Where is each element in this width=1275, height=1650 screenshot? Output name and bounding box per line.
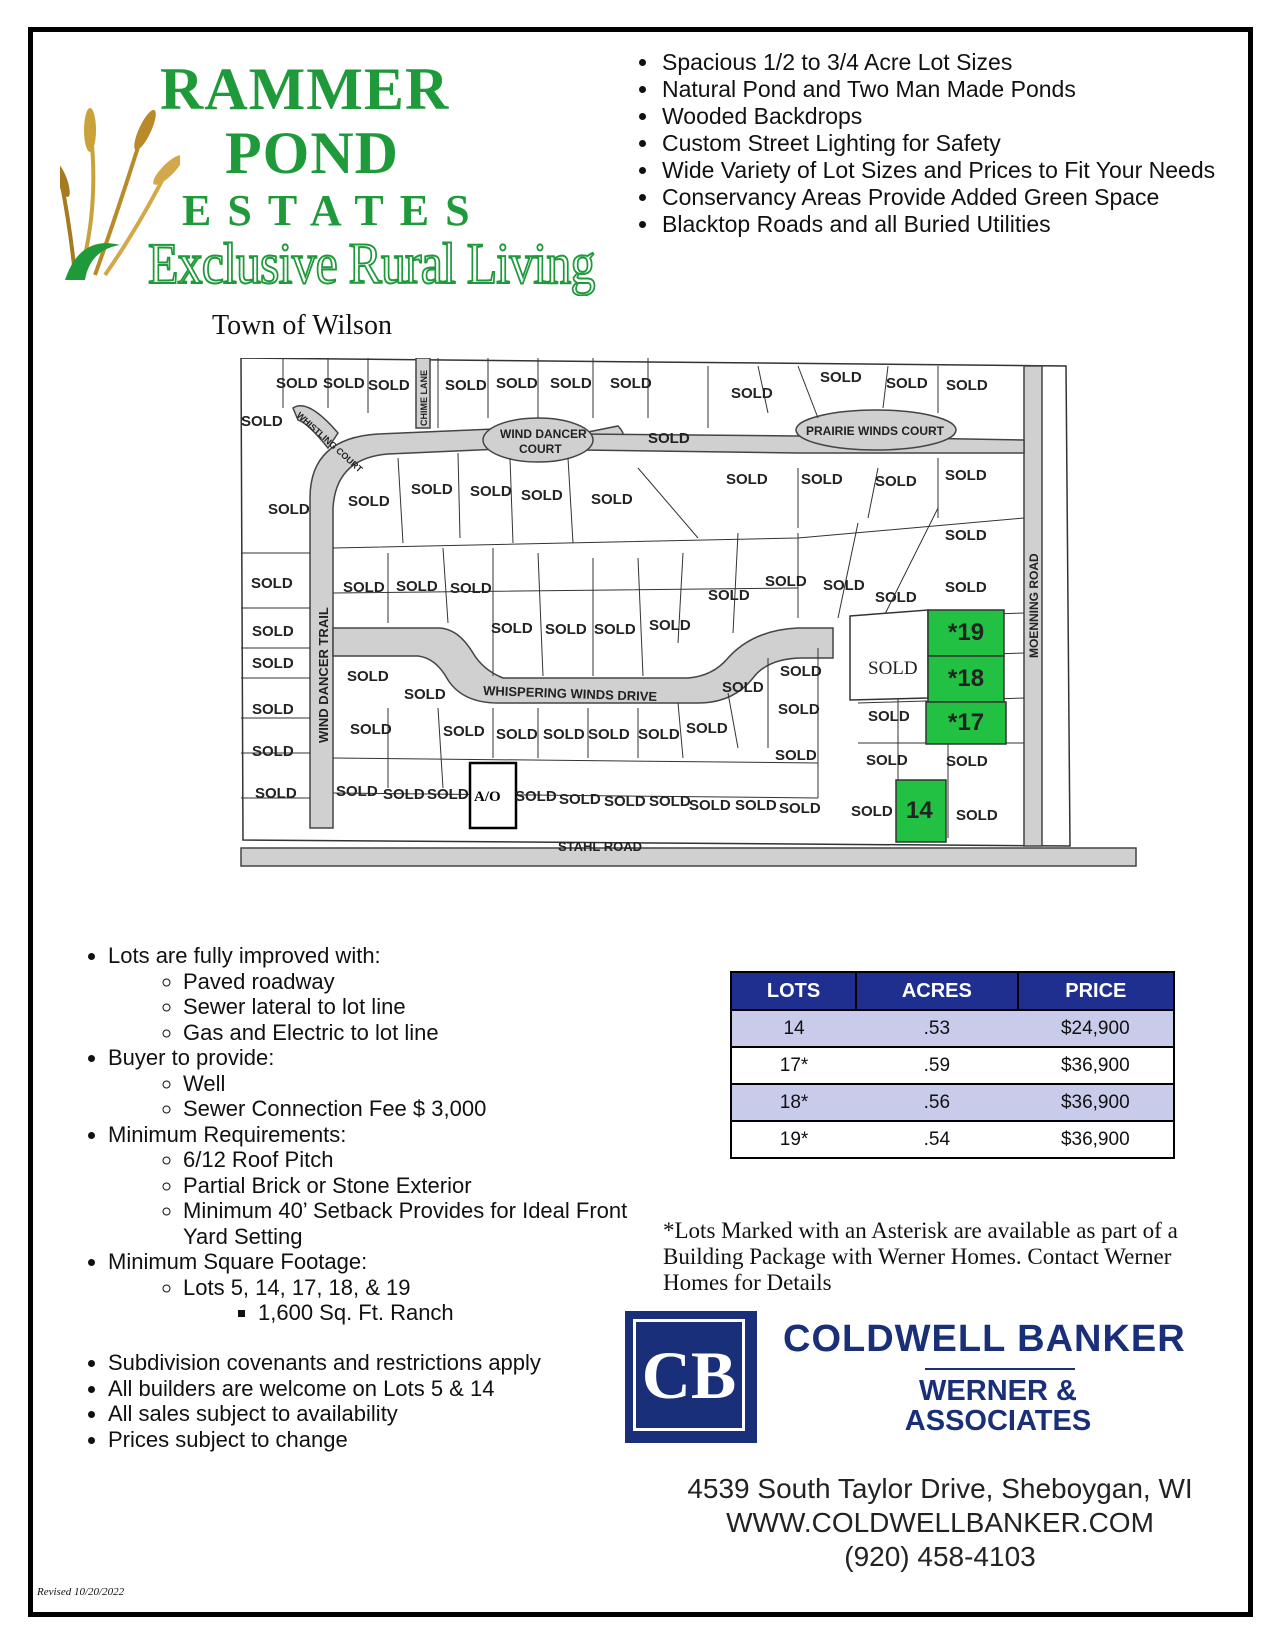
lot-sold-label: SOLD bbox=[252, 655, 294, 672]
lot-sold-label: SOLD bbox=[775, 747, 817, 764]
lot-sold-label: SOLD bbox=[686, 720, 728, 737]
lot-sold-label: SOLD bbox=[779, 800, 821, 817]
buyer-heading: Buyer to provide: bbox=[108, 1045, 275, 1070]
coldwell-banker-logo bbox=[625, 1311, 757, 1443]
lot-sold-label: SOLD bbox=[268, 501, 310, 518]
column-header: ACRES bbox=[856, 972, 1017, 1010]
lot-18-label: *18 bbox=[948, 665, 985, 692]
table-row bbox=[731, 1010, 1174, 1047]
lot-sold-label: SOLD bbox=[383, 786, 425, 803]
lot-sold-label: SOLD bbox=[945, 527, 987, 544]
feature-item: • Custom Street Lighting for Safety bbox=[660, 130, 1250, 157]
price-table bbox=[730, 971, 1175, 1159]
lot-sold-label: SOLD bbox=[323, 375, 365, 392]
lot-sold-label: SOLD bbox=[470, 483, 512, 500]
lot-sold-label: SOLD bbox=[868, 708, 910, 725]
revised-date: Revised 10/20/2022 bbox=[37, 1586, 125, 1598]
table-cell: 18* bbox=[731, 1084, 856, 1121]
lot-19-label: *19 bbox=[948, 619, 985, 646]
list-item: • All sales subject to availability bbox=[108, 1401, 541, 1427]
lot-sold-label: SOLD bbox=[252, 701, 294, 718]
lot-sold-label: SOLD bbox=[336, 783, 378, 800]
table-cell: .53 bbox=[856, 1010, 1017, 1047]
requirements-heading: Minimum Requirements: bbox=[108, 1121, 347, 1147]
lot-sold-label: SOLD bbox=[945, 467, 987, 484]
lot-sold-label: SOLD bbox=[343, 579, 385, 596]
agency-divider bbox=[925, 1368, 1075, 1370]
list-item: ◦ Sewer lateral to lot line bbox=[183, 994, 668, 1020]
lot-sold-label: SOLD bbox=[588, 726, 630, 743]
cb-monogram: CB bbox=[633, 1319, 745, 1431]
lot-sold-label: SOLD bbox=[731, 385, 773, 402]
lot-sold-label: SOLD bbox=[945, 579, 987, 596]
road-label-wind-dancer-trail: WIND DANCER TRAIL bbox=[316, 607, 331, 743]
lot-details-list bbox=[70, 943, 668, 1326]
notes-list bbox=[70, 1350, 541, 1452]
agency-name: COLDWELL BANKER bbox=[783, 1318, 1186, 1360]
list-item bbox=[108, 1045, 668, 1122]
lot-sold-label: SOLD bbox=[875, 589, 917, 606]
lot-sold-label: SOLD bbox=[241, 413, 283, 430]
lot-sold-label: SOLD bbox=[886, 375, 928, 392]
lot-sold-label: SOLD bbox=[427, 786, 469, 803]
road-label-stahl: STAHL ROAD bbox=[558, 839, 643, 854]
lot-sold-label: SOLD bbox=[445, 377, 487, 394]
lot-sold-label: SOLD bbox=[778, 701, 820, 718]
agency-subtitle bbox=[883, 1376, 1113, 1436]
lot-sold-label: SOLD bbox=[255, 785, 297, 802]
table-cell: .59 bbox=[856, 1047, 1017, 1084]
tagline: Exclusive Rural Living bbox=[148, 231, 595, 296]
table-cell: $36,900 bbox=[1018, 1047, 1174, 1084]
lot-sold-label: SOLD bbox=[545, 621, 587, 638]
road-label-wind-dancer-court-1: WIND DANCER bbox=[500, 427, 587, 441]
lot-sold-label: SOLD bbox=[521, 487, 563, 504]
lot-sold-label: SOLD bbox=[348, 493, 390, 510]
lot-sold-label: SOLD bbox=[491, 620, 533, 637]
list-item bbox=[108, 1249, 668, 1326]
lot-sold-label: SOLD bbox=[708, 587, 750, 604]
list-item bbox=[183, 1275, 668, 1326]
table-cell: $36,900 bbox=[1018, 1084, 1174, 1121]
lot-sold-label: SOLD bbox=[780, 663, 822, 680]
table-cell: 19* bbox=[731, 1121, 856, 1158]
table-cell: $36,900 bbox=[1018, 1121, 1174, 1158]
list-item: • All builders are welcome on Lots 5 & 14 bbox=[108, 1376, 541, 1402]
lot-sold-label: SOLD bbox=[638, 726, 680, 743]
improvements-heading: Lots are fully improved with: bbox=[108, 943, 381, 968]
lot-sold-label: SOLD bbox=[496, 375, 538, 392]
list-item: ◦ 6/12 Roof Pitch bbox=[183, 1147, 668, 1173]
lot-sold-label: SOLD bbox=[411, 481, 453, 498]
lot-sold-label: SOLD bbox=[610, 375, 652, 392]
contact-website[interactable]: WWW.COLDWELLBANKER.COM bbox=[726, 1507, 1154, 1538]
list-item: ▪ 1,600 Sq. Ft. Ranch bbox=[258, 1300, 668, 1326]
list-item bbox=[108, 943, 668, 1045]
road-label-chime-lane: CHIME LANE bbox=[419, 370, 429, 426]
lot-sold-label: SOLD bbox=[368, 377, 410, 394]
lot-sold-label: SOLD bbox=[251, 575, 293, 592]
lot-sold-label: SOLD bbox=[875, 473, 917, 490]
lot-ao-label: A/O bbox=[474, 789, 501, 805]
table-row bbox=[731, 1084, 1174, 1121]
lot-sold-label: SOLD bbox=[276, 375, 318, 392]
lot-sold-label: SOLD bbox=[594, 621, 636, 638]
table-cell: 17* bbox=[731, 1047, 856, 1084]
lot-sold-label: SOLD bbox=[735, 797, 777, 814]
asterisk-note: *Lots Marked with an Asterisk are available as part of a Building Package with Werner Homes. Contact Werner Homes for Details bbox=[663, 1218, 1178, 1295]
lot-sold-label: SOLD bbox=[559, 791, 601, 808]
list-item: • Subdivision covenants and restrictions apply bbox=[108, 1350, 541, 1376]
feature-item: • Blacktop Roads and all Buried Utilities bbox=[660, 211, 1250, 238]
feature-item: • Natural Pond and Two Man Made Ponds bbox=[660, 76, 1250, 103]
lot-sold-label: SOLD bbox=[543, 726, 585, 743]
rammer-pond-logo bbox=[60, 55, 595, 305]
lot-sold-label: SOLD bbox=[765, 573, 807, 590]
road-label-wind-dancer-court-2: COURT bbox=[519, 442, 562, 456]
logo-estates: ESTATES bbox=[182, 186, 486, 235]
road-label-whistling-court: WHISTLING COURT bbox=[294, 410, 365, 475]
agency-sub2: ASSOCIATES bbox=[904, 1405, 1092, 1437]
lot-sold-label: SOLD bbox=[726, 471, 768, 488]
lot-sold-label: SOLD bbox=[347, 668, 389, 685]
lot-sold-label: SOLD bbox=[956, 807, 998, 824]
agency-sub1: WERNER & bbox=[919, 1375, 1077, 1407]
contact-phone[interactable]: (920) 458-4103 bbox=[844, 1541, 1036, 1572]
subdivision-map bbox=[238, 358, 1138, 903]
lot-sold-label: SOLD bbox=[722, 679, 764, 696]
lot-sold-label: SOLD bbox=[649, 617, 691, 634]
footage-lots: Lots 5, 14, 17, 18, & 19 bbox=[183, 1274, 411, 1300]
lot-sold-label: SOLD bbox=[851, 803, 893, 820]
lot-sold-label: SOLD bbox=[946, 753, 988, 770]
table-row bbox=[731, 1047, 1174, 1084]
logo-rammer: RAMMER bbox=[160, 56, 450, 122]
footage-heading: Minimum Square Footage: bbox=[108, 1249, 368, 1274]
lot-sold-label: SOLD bbox=[252, 743, 294, 760]
list-item: ◦ Partial Brick or Stone Exterior bbox=[183, 1173, 668, 1199]
lot-sold-label: SOLD bbox=[689, 797, 731, 814]
lot-sold-label: SOLD bbox=[252, 623, 294, 640]
list-item: ◦ Paved roadway bbox=[183, 969, 668, 995]
column-header: PRICE bbox=[1018, 972, 1174, 1010]
lot-sold-label: SOLD bbox=[443, 723, 485, 740]
list-item: ◦ Minimum 40’ Setback Provides for Ideal Front Yard Setting bbox=[183, 1198, 668, 1249]
feature-item: • Wide Variety of Lot Sizes and Prices to Fit Your Needs bbox=[660, 157, 1250, 184]
lot-sold-label: SOLD bbox=[823, 577, 865, 594]
feature-item: • Wooded Backdrops bbox=[660, 103, 1250, 130]
list-item: ◦ Sewer Connection Fee $ 3,000 bbox=[183, 1096, 668, 1122]
lot-sold-label: SOLD bbox=[515, 788, 557, 805]
lot-sold-label: SOLD bbox=[868, 658, 918, 679]
lot-sold-label: SOLD bbox=[591, 491, 633, 508]
lot-sold-label: SOLD bbox=[550, 375, 592, 392]
lot-17-label: *17 bbox=[948, 709, 985, 736]
lot-sold-label: SOLD bbox=[801, 471, 843, 488]
contact-block bbox=[660, 1472, 1220, 1574]
table-cell: $24,900 bbox=[1018, 1010, 1174, 1047]
list-item bbox=[108, 1122, 668, 1250]
lot-sold-label: SOLD bbox=[496, 726, 538, 743]
lot-sold-label: SOLD bbox=[649, 793, 691, 810]
feature-item: • Conservancy Areas Provide Added Green Space bbox=[660, 184, 1250, 211]
lot-14-label: 14 bbox=[906, 797, 933, 824]
table-cell: 14 bbox=[731, 1010, 856, 1047]
road-label-prairie-winds: PRAIRIE WINDS COURT bbox=[806, 424, 944, 438]
lot-sold-label: SOLD bbox=[866, 752, 908, 769]
road-label-whispering-winds: WHISPERING WINDS DRIVE bbox=[482, 683, 658, 705]
contact-address: 4539 South Taylor Drive, Sheboygan, WI bbox=[687, 1473, 1193, 1504]
lot-sold-label: SOLD bbox=[604, 793, 646, 810]
lot-sold-label: SOLD bbox=[450, 580, 492, 597]
lot-sold-label: SOLD bbox=[648, 430, 690, 447]
road-label-moenning: MOENNING ROAD bbox=[1027, 553, 1041, 658]
town-name: Town of Wilson bbox=[212, 310, 392, 341]
lot-sold-label: SOLD bbox=[350, 721, 392, 738]
lot-sold-label: SOLD bbox=[820, 369, 862, 386]
column-header: LOTS bbox=[731, 972, 856, 1010]
logo-pond: POND bbox=[225, 120, 399, 186]
table-row bbox=[731, 1121, 1174, 1158]
table-cell: .56 bbox=[856, 1084, 1017, 1121]
list-item: ◦ Well bbox=[183, 1071, 668, 1097]
table-cell: .54 bbox=[856, 1121, 1017, 1158]
features-list bbox=[615, 49, 1250, 238]
list-item: • Prices subject to change bbox=[108, 1427, 541, 1453]
stahl-road bbox=[241, 848, 1136, 866]
lot-sold-label: SOLD bbox=[404, 686, 446, 703]
feature-item: • Spacious 1/2 to 3/4 Acre Lot Sizes bbox=[660, 49, 1250, 76]
lot-sold-label: SOLD bbox=[396, 578, 438, 595]
lot-sold-label: SOLD bbox=[946, 377, 988, 394]
list-item: ◦ Gas and Electric to lot line bbox=[183, 1020, 668, 1046]
